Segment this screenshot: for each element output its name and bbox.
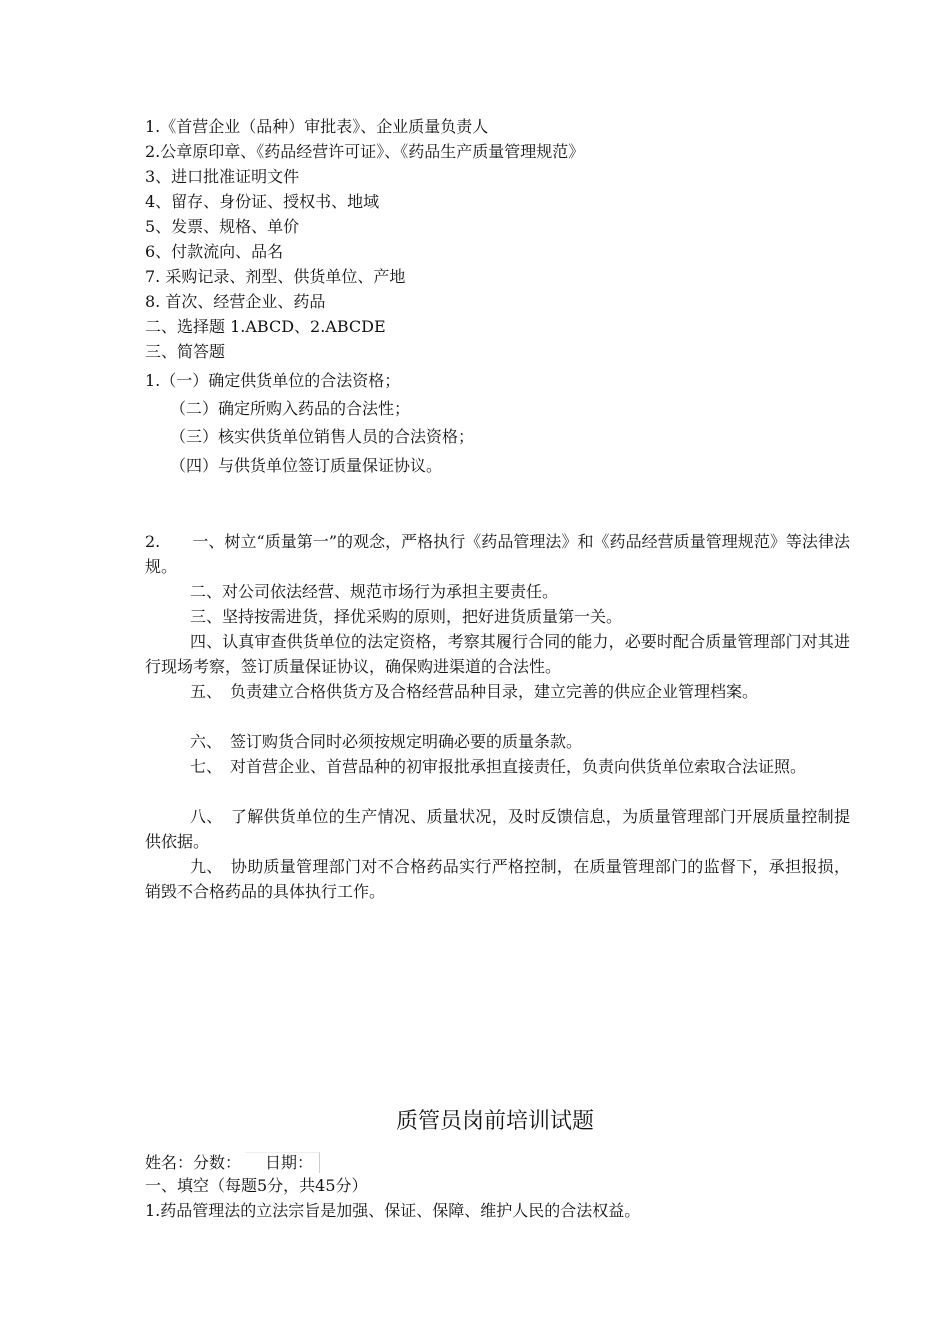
- answer-fill-4: 4、留存、身份证、授权书、地域: [145, 192, 380, 211]
- short-q2-item-2: 二、对公司依法经营、规范市场行为承担主要责任。: [190, 582, 559, 601]
- short-answer-heading: 三、简答题: [145, 342, 226, 361]
- short-q2-item-4: 四、认真审查供货单位的法定资格，考察其履行合同的能力，必要时配合质量管理部门对其进行现场考察，签订质量保证协议，确保购进渠道的合法性。: [145, 632, 850, 676]
- exam-section-1-heading: 一、填空（每题5分，共45分）: [145, 1176, 368, 1195]
- exam-question-1: 1.药品管理法的立法宗旨是加强、保证、保障、维护人民的合法权益。: [145, 1201, 641, 1220]
- short-q2-item-1: 2. 一、树立“质量第一”的观念，严格执行《药品管理法》和《药品经营质量管理规范》等法律法规。: [145, 532, 850, 576]
- short-q2-item-6: 六、 签订购货合同时必须按规定明确必要的质量条款。: [190, 732, 583, 751]
- answer-fill-5: 5、发票、规格、单价: [145, 217, 300, 236]
- short-q2-item-5: 五、 负责建立合格供货方及合格经营品种目录，建立完善的供应企业管理档案。: [190, 682, 759, 701]
- short-q1-item-4: （四）与供货单位签订质量保证协议。: [170, 456, 443, 475]
- answer-fill-3: 3、进口批准证明文件: [145, 167, 300, 186]
- short-q2-item-8: 八、 了解供货单位的生产情况、质量状况，及时反馈信息，为质量管理部门开展质量控制提供依据。: [145, 807, 850, 851]
- short-q2-item-7: 七、 对首营企业、首营品种的初审报批承担直接责任，负责向供货单位索取合法证照。: [190, 757, 807, 776]
- date-label: 日期：: [245, 1152, 320, 1173]
- short-q2-item-3: 三、坚持按需进货，择优采购的原则，把好进货质量第一关。: [190, 607, 623, 626]
- answer-fill-1: 1.《首营企业（品种）审批表》、企业质量负责人: [145, 117, 489, 136]
- answer-fill-7: 7. 采购记录、剂型、供货单位、产地: [145, 267, 406, 286]
- answer-fill-2: 2.公章原印章、《药品经营许可证》、《药品生产质量管理规范》: [145, 142, 585, 161]
- short-q1-item-3: （三）核实供货单位销售人员的合法资格；: [170, 427, 475, 446]
- name-score-label: 姓名：分数：: [145, 1153, 242, 1172]
- short-q1-item-2: （二）确定所购入药品的合法性；: [170, 399, 411, 418]
- short-q1-item-1: 1.（一）确定供货单位的合法资格；: [145, 371, 401, 390]
- exam-info-row: [145, 1152, 320, 1172]
- exam-title: 质管员岗前培训试题: [395, 1109, 594, 1134]
- answer-fill-8: 8. 首次、经营企业、药品: [145, 292, 326, 311]
- answer-choice: 二、选择题 1.ABCD、2.ABCDE: [145, 317, 386, 336]
- answer-fill-6: 6、付款流向、品名: [145, 242, 284, 261]
- short-q2-item-9: 九、 协助质量管理部门对不合格药品实行严格控制，在质量管理部门的监督下，承担报损，销毁不合格药品的具体执行工作。: [145, 857, 850, 901]
